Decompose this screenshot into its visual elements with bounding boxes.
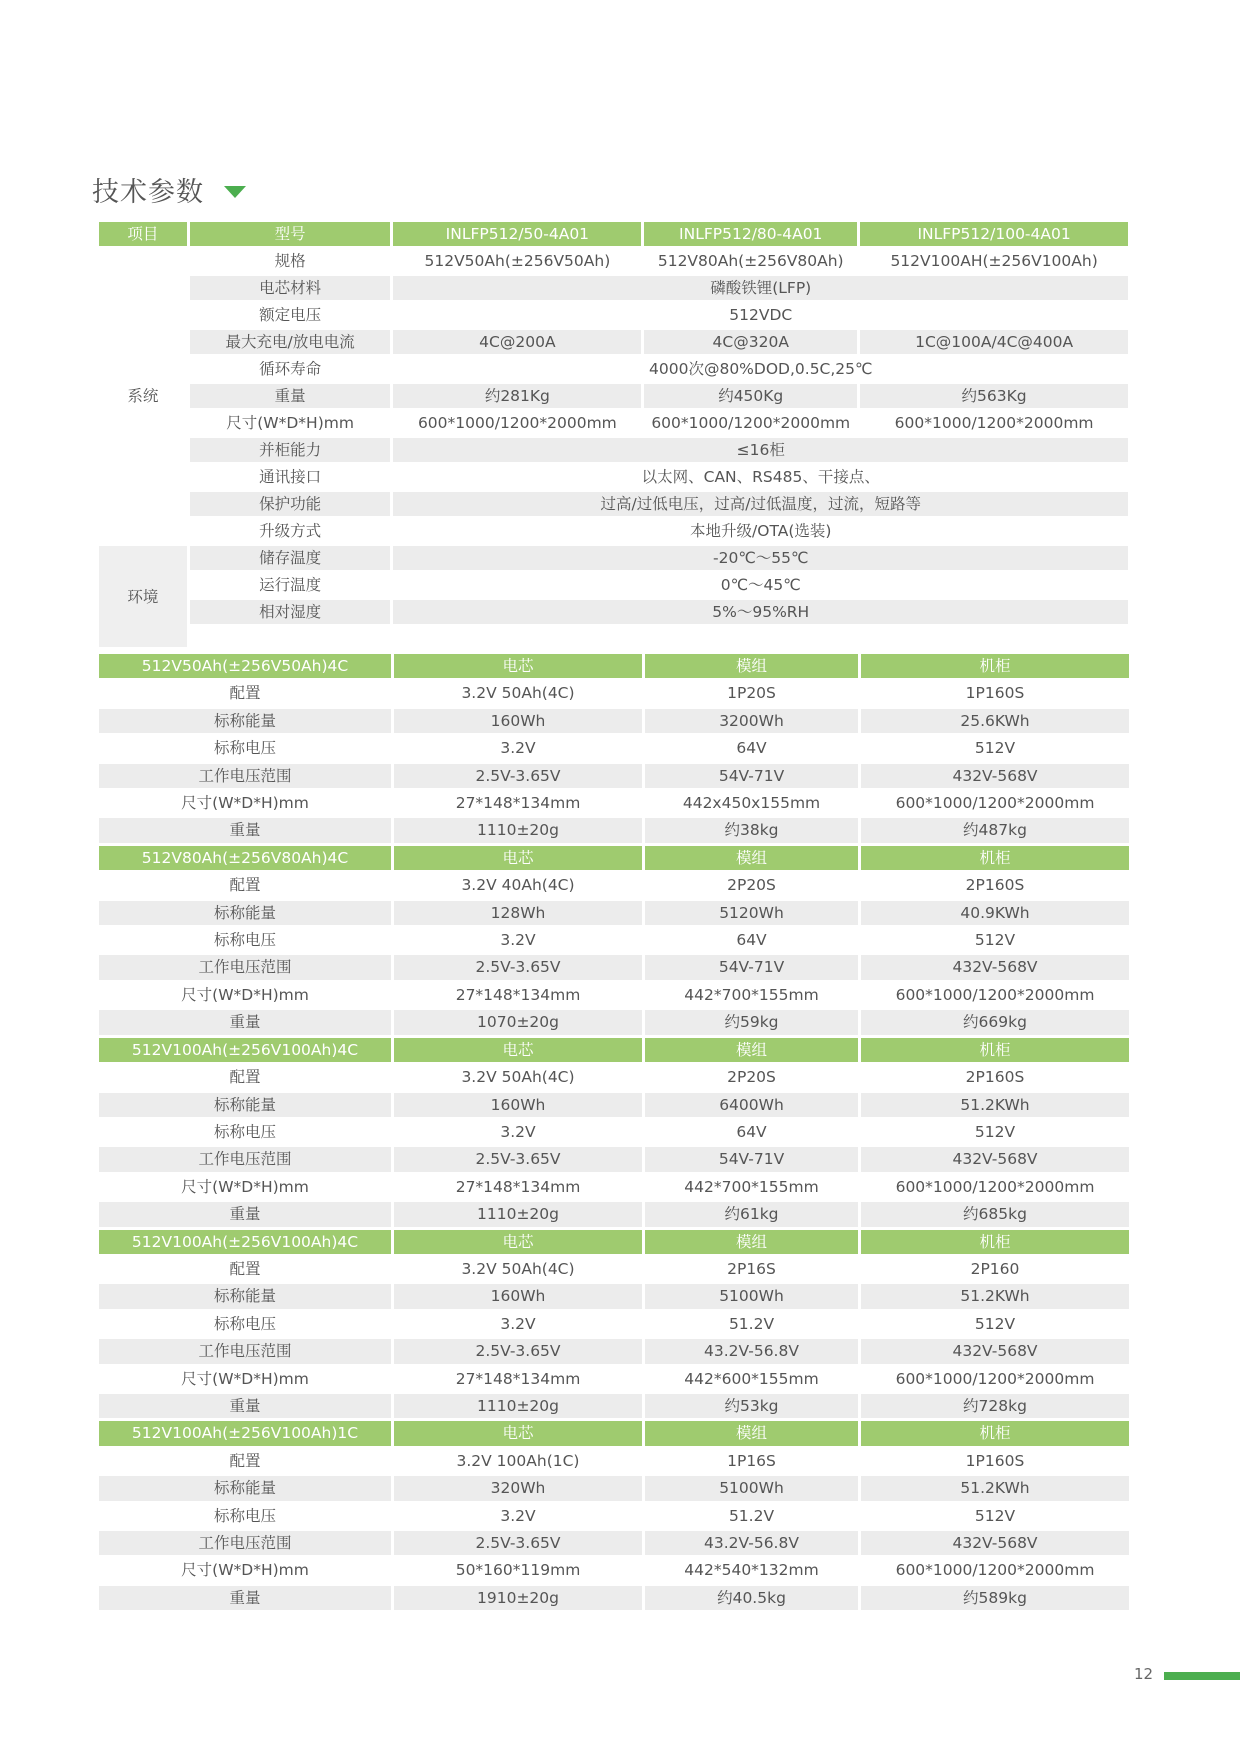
table-row <box>99 1202 1129 1226</box>
table-row <box>99 681 1129 705</box>
table-cell: 512V <box>974 1506 1016 1525</box>
table-row <box>99 519 1128 543</box>
row-label: 配置 <box>229 1451 261 1470</box>
table-cell: 2.5V-3.65V <box>394 1339 642 1363</box>
table-cell: 600*1000/1200*2000mm <box>895 985 1095 1004</box>
table-row <box>99 249 1128 273</box>
table-row <box>99 411 1128 435</box>
table-cell: 43.2V-56.8V <box>645 1531 858 1555</box>
table-cell: 2P20S <box>727 1068 776 1087</box>
table-cell: 64V <box>736 931 767 950</box>
table-cell: 512V <box>974 1314 1016 1333</box>
table-cell: 0℃～45℃ <box>720 576 801 594</box>
row-label: 标称电压 <box>213 1314 276 1333</box>
table-row <box>99 873 1129 897</box>
row-label: 额定电压 <box>259 306 322 324</box>
section-header-row <box>99 654 1129 678</box>
table-cell: 5100Wh <box>645 1476 858 1500</box>
group-label-environment: 环境 <box>99 546 187 647</box>
section-title: 512V50Ah(±256V50Ah)4C <box>99 654 391 678</box>
table-cell: 160Wh <box>394 1284 642 1308</box>
row-label: 配置 <box>229 684 261 703</box>
table-cell: 3.2V <box>500 1506 536 1525</box>
table-row <box>99 330 1128 354</box>
table-cell: 51.2V <box>728 1314 775 1333</box>
table-cell: 约669kg <box>861 1010 1129 1034</box>
table-row <box>99 1120 1129 1144</box>
table-cell: 2.5V-3.65V <box>394 1531 642 1555</box>
section-header-cell: 模组 <box>645 1421 858 1445</box>
table-row <box>99 1531 1129 1555</box>
row-label: 配置 <box>229 876 261 895</box>
table-cell: 432V-568V <box>861 1339 1129 1363</box>
table-row-spacer <box>99 627 1128 647</box>
row-label: 通讯接口 <box>259 468 322 486</box>
table-cell: 432V-568V <box>861 1531 1129 1555</box>
spacer-cell <box>190 627 1128 647</box>
table-cell: 512V <box>974 931 1016 950</box>
row-label: 工作电压范围 <box>99 1147 391 1171</box>
section-header-cell: 机柜 <box>861 654 1129 678</box>
section-header-row <box>99 1230 1129 1254</box>
row-label: 电芯材料 <box>190 276 391 300</box>
row-label: 相对湿度 <box>190 600 391 624</box>
table-cell: 约589kg <box>861 1586 1129 1610</box>
table-cell: 5100Wh <box>645 1284 858 1308</box>
table-cell: 512V80Ah(±256V80Ah) <box>657 252 844 270</box>
table-cell: 本地升级/OTA(选装) <box>690 522 832 540</box>
row-label: 尺寸(W*D*H)mm <box>181 1561 309 1580</box>
table-cell: 4000次@80%DOD,0.5C,25℃ <box>649 360 873 378</box>
table-cell: 2.5V-3.65V <box>394 764 642 788</box>
table-row <box>99 1093 1129 1117</box>
row-label: 并柜能力 <box>190 438 391 462</box>
table-cell: 51.2KWh <box>861 1093 1129 1117</box>
table-row <box>99 600 1128 624</box>
table-cell: 600*1000/1200*2000mm <box>895 1177 1095 1196</box>
row-label: 尺寸(W*D*H)mm <box>181 1177 309 1196</box>
table-cell: 600*1000/1200*2000mm <box>895 794 1095 813</box>
table-cell: 40.9KWh <box>861 901 1129 925</box>
section-header-row <box>99 846 1129 870</box>
section-header-cell: 机柜 <box>861 1038 1129 1062</box>
row-label: 标称电压 <box>213 739 276 758</box>
section-title: 512V100Ah(±256V100Ah)4C <box>99 1230 391 1254</box>
row-label: 尺寸(W*D*H)mm <box>181 985 309 1004</box>
table-cell: 128Wh <box>394 901 642 925</box>
table-cell: 以太网、CAN、RS485、干接点、 <box>641 468 880 486</box>
row-label: 重量 <box>99 1202 391 1226</box>
table-row <box>99 1476 1129 1500</box>
table-cell: 约40.5kg <box>645 1586 858 1610</box>
section-header-cell: 电芯 <box>394 1421 642 1445</box>
table-cell: 3.2V <box>500 1122 536 1141</box>
table-row <box>99 573 1128 597</box>
table-cell: 27*148*134mm <box>455 1177 581 1196</box>
table-cell: 2P16S <box>727 1259 776 1278</box>
table-cell: 51.2V <box>728 1506 775 1525</box>
row-label: 尺寸(W*D*H)mm <box>226 414 354 432</box>
row-label: 重量 <box>99 1010 391 1034</box>
table-cell: 27*148*134mm <box>455 1369 581 1388</box>
row-label: 工作电压范围 <box>99 1339 391 1363</box>
table-cell: 54V-71V <box>645 955 858 979</box>
table-cell: 160Wh <box>394 1093 642 1117</box>
row-label: 工作电压范围 <box>99 764 391 788</box>
row-label: 升级方式 <box>259 522 322 540</box>
table-row <box>99 1065 1129 1089</box>
table-cell: 1110±20g <box>394 1394 642 1418</box>
table-cell: 160Wh <box>394 709 642 733</box>
header-cell: INLFP512/80-4A01 <box>644 222 857 246</box>
table-row <box>99 1284 1129 1308</box>
table-row <box>99 1504 1129 1528</box>
row-label: 保护功能 <box>190 492 391 516</box>
table-cell: 5%～95%RH <box>393 600 1128 624</box>
table-cell: 25.6KWh <box>861 709 1129 733</box>
section-header-cell: 模组 <box>645 654 858 678</box>
table-row <box>99 438 1128 462</box>
row-label: 配置 <box>229 1259 261 1278</box>
section-header-cell: 机柜 <box>861 1230 1129 1254</box>
table-cell: 600*1000/1200*2000mm <box>894 414 1094 432</box>
row-label: 标称能量 <box>99 1093 391 1117</box>
section-header-cell: 电芯 <box>394 654 642 678</box>
section-header-row <box>99 1421 1129 1445</box>
row-label: 重量 <box>99 1586 391 1610</box>
table-cell: 512VDC <box>729 306 793 324</box>
table-row <box>99 465 1128 489</box>
table-cell: 27*148*134mm <box>455 794 581 813</box>
table-header-row <box>99 222 1128 246</box>
table-cell: 600*1000/1200*2000mm <box>895 1561 1095 1580</box>
table-row <box>99 709 1129 733</box>
table-cell: 1P160S <box>965 1451 1025 1470</box>
table-cell: 3.2V 100Ah(1C) <box>456 1451 580 1470</box>
table-cell: 442*540*132mm <box>684 1561 819 1580</box>
table-cell: 4C@200A <box>393 330 641 354</box>
table-cell: 432V-568V <box>861 1147 1129 1171</box>
table-row <box>99 1147 1129 1171</box>
row-label: 储存温度 <box>190 546 391 570</box>
table-cell: 约685kg <box>861 1202 1129 1226</box>
table-cell: 1C@100A/4C@400A <box>860 330 1128 354</box>
row-label: 规格 <box>274 252 306 270</box>
row-label: 标称能量 <box>99 901 391 925</box>
section-header-cell: 电芯 <box>394 1038 642 1062</box>
table-row <box>99 1558 1129 1582</box>
table-cell: 约38kg <box>645 818 858 842</box>
table-cell: 2.5V-3.65V <box>394 955 642 979</box>
table-cell: 约53kg <box>645 1394 858 1418</box>
table-cell: 3200Wh <box>645 709 858 733</box>
table-cell: 27*148*134mm <box>455 985 581 1004</box>
table-row <box>99 357 1128 381</box>
section-header-cell: 电芯 <box>394 1230 642 1254</box>
table-row <box>99 1394 1129 1418</box>
table-cell: 2P160S <box>965 1068 1025 1087</box>
table-cell: 64V <box>736 739 767 758</box>
page-title: 技术参数 <box>92 177 204 208</box>
table-cell: ≤16柜 <box>393 438 1128 462</box>
table-cell: 432V-568V <box>861 955 1129 979</box>
header-cell: INLFP512/100-4A01 <box>860 222 1128 246</box>
table-row <box>99 1257 1129 1281</box>
row-label: 标称能量 <box>99 709 391 733</box>
section-header-cell: 模组 <box>645 1230 858 1254</box>
section-header-cell: 机柜 <box>861 1421 1129 1445</box>
table-cell: 约281Kg <box>393 384 641 408</box>
group-label-system: 系统 <box>99 249 187 543</box>
table-cell: 2.5V-3.65V <box>394 1147 642 1171</box>
row-label: 重量 <box>190 384 391 408</box>
table-cell: 1910±20g <box>394 1586 642 1610</box>
row-label: 工作电压范围 <box>99 1531 391 1555</box>
system-params-table <box>96 219 1131 650</box>
table-cell: 442*700*155mm <box>684 1177 819 1196</box>
table-cell: 3.2V <box>500 739 536 758</box>
triangle-down-icon <box>224 186 246 198</box>
table-cell: 5120Wh <box>645 901 858 925</box>
table-cell: 3.2V <box>500 931 536 950</box>
section-header-cell: 电芯 <box>394 846 642 870</box>
table-row <box>99 1586 1129 1610</box>
table-cell: 3.2V <box>500 1314 536 1333</box>
row-label: 标称能量 <box>99 1284 391 1308</box>
section-title: 512V80Ah(±256V80Ah)4C <box>99 846 391 870</box>
row-label: 尺寸(W*D*H)mm <box>181 1369 309 1388</box>
component-specs-table <box>96 651 1132 1613</box>
table-cell: 54V-71V <box>645 1147 858 1171</box>
table-cell: 约728kg <box>861 1394 1129 1418</box>
table-cell: 1P16S <box>727 1451 776 1470</box>
table-row <box>99 276 1128 300</box>
table-cell: 3.2V 40Ah(4C) <box>461 876 575 895</box>
table-cell: 约487kg <box>861 818 1129 842</box>
row-label: 重量 <box>99 1394 391 1418</box>
header-cell: 型号 <box>190 222 391 246</box>
table-cell: 51.2KWh <box>861 1284 1129 1308</box>
table-cell: 442x450x155mm <box>682 794 821 813</box>
row-label: 标称电压 <box>213 931 276 950</box>
table-row <box>99 955 1129 979</box>
table-row <box>99 818 1129 842</box>
table-cell: 约59kg <box>645 1010 858 1034</box>
row-label: 尺寸(W*D*H)mm <box>181 794 309 813</box>
table-cell: 512V <box>974 739 1016 758</box>
table-row <box>99 736 1129 760</box>
row-label: 标称电压 <box>213 1506 276 1525</box>
header-cell: INLFP512/50-4A01 <box>393 222 641 246</box>
table-cell: 432V-568V <box>861 764 1129 788</box>
table-row <box>99 764 1129 788</box>
page-number: 12 <box>1134 1665 1154 1683</box>
table-cell: 512V <box>974 1122 1016 1141</box>
table-cell: 600*1000/1200*2000mm <box>895 1369 1095 1388</box>
table-cell: 43.2V-56.8V <box>645 1339 858 1363</box>
row-label: 工作电压范围 <box>99 955 391 979</box>
table-cell: 50*160*119mm <box>455 1561 581 1580</box>
table-cell: 512V50Ah(±256V50Ah) <box>424 252 611 270</box>
table-row <box>99 901 1129 925</box>
section-title: 512V100Ah(±256V100Ah)4C <box>99 1038 391 1062</box>
table-cell: 约563Kg <box>860 384 1128 408</box>
table-cell: 2P20S <box>727 876 776 895</box>
table-row <box>99 983 1129 1007</box>
table-cell: 2P160S <box>965 876 1025 895</box>
section-header-cell: 模组 <box>645 1038 858 1062</box>
section-title: 512V100Ah(±256V100Ah)1C <box>99 1421 391 1445</box>
table-cell: 54V-71V <box>645 764 858 788</box>
table-row <box>99 492 1128 516</box>
table-cell: 3.2V 50Ah(4C) <box>461 684 575 703</box>
table-cell: 600*1000/1200*2000mm <box>651 414 851 432</box>
table-cell: 442*600*155mm <box>684 1369 819 1388</box>
table-cell: 320Wh <box>394 1476 642 1500</box>
table-row <box>99 1339 1129 1363</box>
table-cell: 3.2V 50Ah(4C) <box>461 1259 575 1278</box>
table-cell: 磷酸铁锂(LFP) <box>393 276 1128 300</box>
page-accent-bar <box>1164 1672 1240 1680</box>
table-row <box>99 1175 1129 1199</box>
table-cell: 4C@320A <box>644 330 857 354</box>
header-cell: 项目 <box>99 222 187 246</box>
table-cell: 1110±20g <box>394 818 642 842</box>
row-label: 重量 <box>99 818 391 842</box>
table-cell: 3.2V 50Ah(4C) <box>461 1068 575 1087</box>
table-row <box>99 1312 1129 1336</box>
table-cell: 64V <box>736 1122 767 1141</box>
row-label: 循环寿命 <box>259 360 322 378</box>
section-header-row <box>99 1038 1129 1062</box>
table-row <box>99 1367 1129 1391</box>
table-cell: 512V100AH(±256V100Ah) <box>890 252 1098 270</box>
row-label: 最大充电/放电电流 <box>190 330 391 354</box>
row-label: 标称能量 <box>99 1476 391 1500</box>
table-cell: 600*1000/1200*2000mm <box>417 414 617 432</box>
table-cell: 约61kg <box>645 1202 858 1226</box>
table-row <box>99 1449 1129 1473</box>
table-row <box>99 791 1129 815</box>
table-row <box>99 546 1128 570</box>
table-cell: 1P160S <box>965 684 1025 703</box>
table-row <box>99 303 1128 327</box>
table-cell: 2P160 <box>970 1259 1020 1278</box>
table-cell: 6400Wh <box>645 1093 858 1117</box>
section-header-cell: 机柜 <box>861 846 1129 870</box>
table-row <box>99 1010 1129 1034</box>
table-cell: 1070±20g <box>394 1010 642 1034</box>
row-label: 配置 <box>229 1068 261 1087</box>
table-cell: -20℃～55℃ <box>393 546 1128 570</box>
row-label: 标称电压 <box>213 1122 276 1141</box>
table-cell: 过高/过低电压，过高/过低温度，过流，短路等 <box>393 492 1128 516</box>
row-label: 运行温度 <box>259 576 322 594</box>
table-cell: 51.2KWh <box>861 1476 1129 1500</box>
table-cell: 442*700*155mm <box>684 985 819 1004</box>
section-header-cell: 模组 <box>645 846 858 870</box>
table-row <box>99 928 1129 952</box>
table-cell: 1P20S <box>727 684 776 703</box>
table-cell: 约450Kg <box>644 384 857 408</box>
table-cell: 1110±20g <box>394 1202 642 1226</box>
table-row <box>99 384 1128 408</box>
